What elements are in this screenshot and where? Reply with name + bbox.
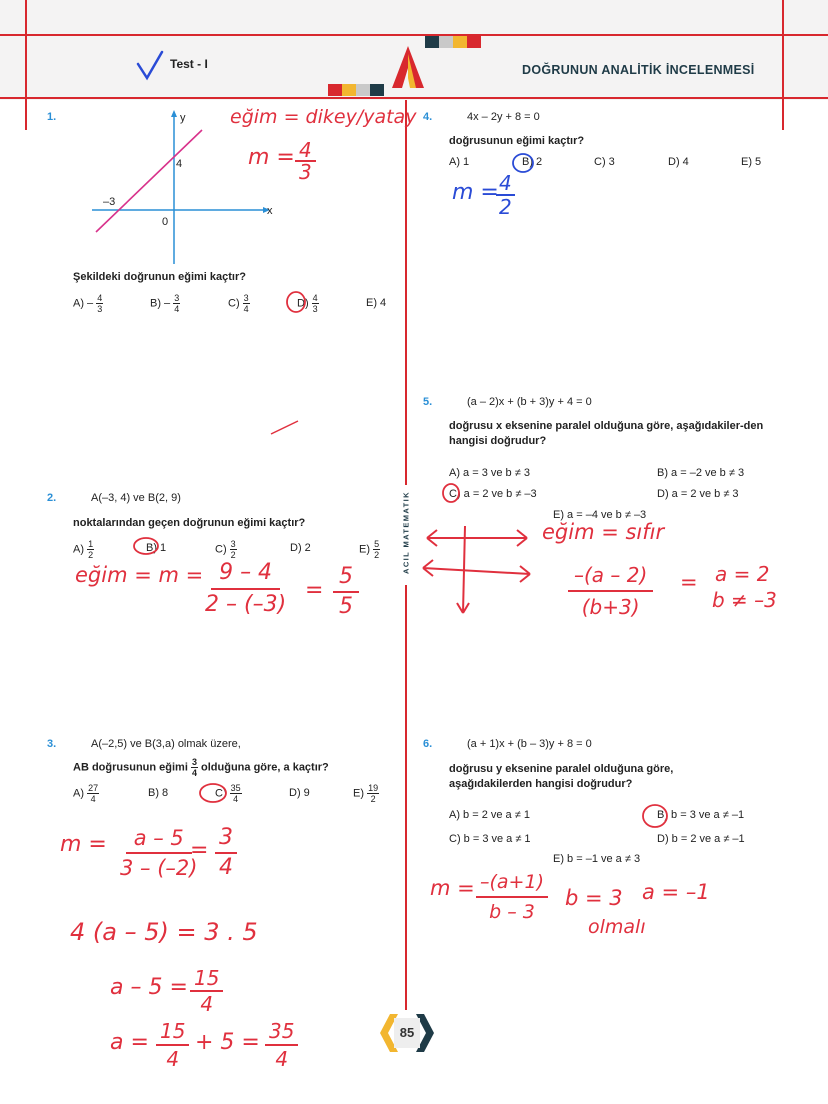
chapter-title: DOĞRUNUN ANALİTİK İNCELENMESİ (522, 63, 755, 77)
q3-note-line4-plus: + 5 = (195, 1030, 260, 1055)
right-margin-rule (782, 0, 784, 130)
q1-option-d[interactable]: D) $\frac{4}{3}$ (297, 293, 318, 314)
q5-option-b[interactable]: B) a = –2 ve b ≠ 3 (657, 467, 745, 479)
q1-option-c[interactable]: C) $\frac{3}{4}$ (228, 293, 249, 314)
q3-option-c[interactable]: C) $\frac{35}{4}$ (215, 783, 241, 804)
left-margin-rule (25, 0, 27, 130)
q2-note-lhs: eğim = m = (75, 563, 204, 587)
q6-note-b: b = 3 (565, 886, 623, 910)
check-icon (135, 50, 165, 82)
q5-answer-circle (441, 482, 461, 504)
q2-option-d[interactable]: D) 2 (290, 542, 311, 554)
q5-question: doğrusu x eksenine paralel olduğuna göre, aşağıdakiler-den hangisi doğrudur? (449, 420, 764, 447)
q3-note-line3-frac: 15 4 (190, 966, 223, 1016)
q3-option-b[interactable]: B) 8 (148, 787, 169, 799)
q1-x-label: x (267, 205, 273, 217)
q6-option-b[interactable]: B) b = 3 ve a ≠ –1 (657, 809, 745, 821)
q1-number: 1. (47, 111, 57, 123)
q6-note-a: a = –1 (642, 880, 710, 904)
q3-note-line3: a – 5 = (110, 975, 188, 1000)
q4-answer-circle (511, 152, 535, 174)
logo-square (342, 84, 356, 96)
side-brand: ACIL MATEMATIK (401, 491, 411, 574)
q3-question: AB doğrusunun eğimi $\frac{3}{4}$ olduğuna göre, a kaçtır? (73, 757, 329, 778)
brand-logo-icon (390, 44, 426, 90)
q3-note-result: 3 4 (215, 824, 237, 882)
q5-option-d[interactable]: D) a = 2 ve b ≠ 3 (657, 488, 739, 500)
q4-note-m: m = (452, 180, 499, 205)
logo-square (425, 36, 439, 48)
logo-square (370, 84, 384, 96)
q6-note-frac: –(a+1) b – 3 (476, 868, 548, 926)
q4-option-b[interactable]: B) 2 (522, 156, 543, 168)
q5-note-a: a = 2 (715, 562, 770, 586)
page-number: 85 (399, 1025, 415, 1040)
q6-option-c[interactable]: C) b = 3 ve a ≠ 1 (449, 833, 531, 845)
q4-option-c[interactable]: C) 3 (594, 156, 615, 168)
stray-mark (268, 418, 302, 438)
q1-option-b[interactable]: B) – $\frac{3}{4}$ (150, 293, 180, 314)
q1-note-m: m = (248, 145, 295, 170)
q3-note-eq: = (190, 838, 209, 863)
q6-option-d[interactable]: D) b = 2 ve a ≠ –1 (657, 833, 745, 845)
q3-option-e[interactable]: E) $\frac{19}{2}$ (353, 783, 379, 804)
logo-square (453, 36, 467, 48)
q6-note-olmali: olmalı (588, 916, 646, 938)
q2-number: 2. (47, 492, 57, 504)
q3-note-line4: a = (110, 1030, 149, 1055)
q6-option-a[interactable]: A) b = 2 ve a ≠ 1 (449, 809, 530, 821)
q6-note-m: m = (430, 876, 475, 900)
q5-note-slope: eğim = sıfır (542, 520, 665, 544)
logo-square (356, 84, 370, 96)
q6-option-e[interactable]: E) b = –1 ve a ≠ 3 (553, 853, 641, 865)
q1-note-frac: 4 3 (295, 140, 316, 182)
q1-note-slope-def: eğim = dikey/yatay (230, 106, 417, 128)
q2-option-e[interactable]: E) $\frac{5}{2}$ (359, 539, 380, 560)
q2-points: A(–3, 4) ve B(2, 9) (91, 492, 181, 504)
q1-option-e[interactable]: E) 4 (366, 297, 387, 309)
q4-option-e[interactable]: E) 5 (741, 156, 762, 168)
q1-answer-circle (285, 290, 307, 314)
q5-option-a[interactable]: A) a = 3 ve b ≠ 3 (449, 467, 530, 479)
q3-option-a[interactable]: A) $\frac{27}{4}$ (73, 783, 99, 804)
q4-note-frac: 4 2 (496, 172, 515, 218)
header-top-rule (0, 34, 828, 36)
q4-number: 4. (423, 111, 433, 123)
q3-note-line4-frac: 15 4 (156, 1018, 189, 1072)
q5-note-eq: = (680, 570, 698, 594)
test-label: Test - I (170, 57, 208, 71)
q6-number: 6. (423, 738, 433, 750)
q1-graph (88, 108, 278, 268)
q5-number: 5. (423, 396, 433, 408)
q5-note-frac: –(a – 2) (b+3) (568, 560, 653, 622)
q2-note-result: 5 5 (333, 563, 359, 621)
q2-option-b[interactable]: B) 1 (146, 542, 167, 554)
q4-option-a[interactable]: A) 1 (449, 156, 470, 168)
q3-note-m: m = (60, 832, 107, 857)
q3-note-line4-result: 35 4 (265, 1018, 298, 1072)
q3-note-line2: 4 (a – 5) = 3 . 5 (70, 918, 258, 946)
q6-question: doğrusu y eksenine paralel olduğuna göre, aşağıdakilerden hangisi doğrudur? (449, 763, 674, 790)
q2-answer-circle (132, 536, 160, 556)
q2-option-c[interactable]: C) $\frac{3}{2}$ (215, 539, 236, 560)
q1-option-a[interactable]: A) – $\frac{4}{3}$ (73, 293, 103, 314)
q6-answer-circle (641, 803, 669, 829)
q3-option-d[interactable]: D) 9 (289, 787, 310, 799)
q2-note-frac: 9 – 4 2 – (–3) (205, 560, 287, 617)
q5-option-c[interactable]: C) a = 2 ve b ≠ –3 (449, 488, 537, 500)
q5-equation: (a – 2)x + (b + 3)y + 4 = 0 (467, 396, 592, 408)
q5-sketch-parallel-lines (415, 518, 540, 618)
q4-equation: 4x – 2y + 8 = 0 (467, 111, 540, 123)
q3-number: 3. (47, 738, 57, 750)
q2-question: noktalarından geçen doğrunun eğimi kaçtır? (73, 517, 306, 529)
logo-square (328, 84, 342, 96)
q1-origin: 0 (162, 216, 169, 228)
q1-y-intercept: 4 (176, 158, 183, 170)
q1-y-label: y (180, 112, 186, 124)
q6-equation: (a + 1)x + (b – 3)y + 8 = 0 (467, 738, 592, 750)
q2-note-eq: = (305, 578, 324, 603)
header-bottom-rule (0, 97, 828, 99)
q1-x-intercept: –3 (103, 196, 116, 208)
q2-option-a[interactable]: A) $\frac{1}{2}$ (73, 539, 94, 560)
q4-question: doğrusunun eğimi kaçtır? (449, 135, 585, 147)
q5-note-b: b ≠ –3 (712, 588, 777, 612)
q5-option-e[interactable]: E) a = –4 ve b ≠ –3 (553, 509, 647, 521)
logo-square (467, 36, 481, 48)
q3-note-frac: a – 5 3 – (–2) (120, 826, 198, 880)
q1-question: Şekildeki doğrunun eğimi kaçtır? (73, 271, 246, 283)
q3-intro: A(–2,5) ve B(3,a) olmak üzere, (91, 738, 241, 750)
logo-square (439, 36, 453, 48)
q3-answer-circle (198, 782, 228, 804)
q4-option-d[interactable]: D) 4 (668, 156, 689, 168)
